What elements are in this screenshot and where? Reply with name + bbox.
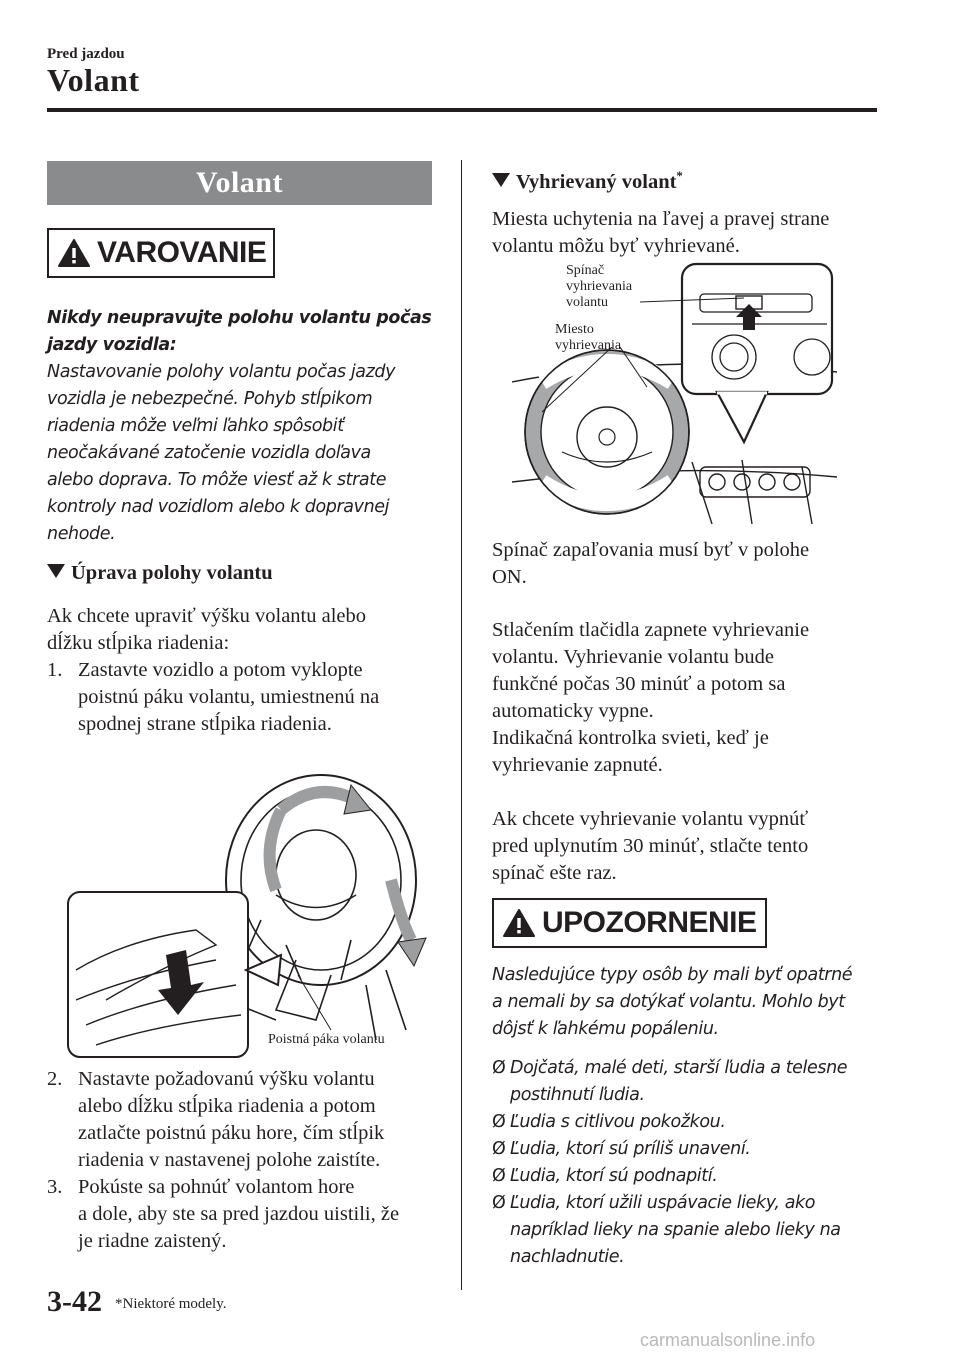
bullet-arrow-icon: Ø (492, 1166, 506, 1186)
caution-intro: Nasledujúce typy osôb by mali byť opatrné a nemali by sa dotýkať volantu. Mohlo byt dôjsť k ľahkému popáleniu. (492, 965, 853, 1039)
intro-text: Ak chcete upraviť výšku volantu alebo dĺžku stĺpika riadenia: (47, 605, 367, 654)
section-banner: Volant (47, 161, 432, 205)
warning-heading: Nikdy neupravujte polohu volantu počas jazdy vozidla: (47, 308, 432, 355)
triangle-marker-icon (492, 173, 510, 187)
list-item: Ø Ľudia, ktorí užili uspávacie lieky, ako napríklad lieky na spanie alebo lieky na nachladnutie. (492, 1190, 872, 1271)
turn-off-text: Ak chcete vyhrievanie volantu vypnúť pred uplynutím 30 minúť, stlačte tento spínač ešte raz. (492, 808, 809, 884)
page-title: Volant (47, 62, 140, 98)
page-number: 3-42 (47, 1285, 102, 1318)
warning-text: Nastavovanie polohy volantu počas jazdy vozidla je nebezpečné. Pohyb stĺpikom riadenia môže veľmi ľahko spôsobiť neočakávané zatočenie vozidla doľava alebo doprava. To môže viesť až k strate kontroly nad vozidlom alebo k dopravnej nehode. (47, 362, 396, 544)
callout-switch: Spínač vyhrievania volantu (566, 263, 633, 310)
list-item: Ø Ľudia s citlivou pokožkou. (492, 1109, 872, 1136)
watermark: carmanualsonline.info (640, 1330, 816, 1350)
warning-box (47, 228, 275, 278)
column-divider (461, 160, 462, 1290)
bullet-arrow-icon: Ø (492, 1193, 506, 1213)
step-1: 1. Zastavte vozidlo a potom vyklopte poistnú páku volantu, umiestnenú na spodnej strane stĺpika riadenia. (47, 659, 380, 735)
breadcrumb: Pred jazdou (47, 46, 125, 62)
bullet-arrow-icon: Ø (492, 1112, 506, 1132)
operation-text: Stlačením tlačidla zapnete vyhrievanie volantu. Vyhrievanie volantu bude funkčné počas 30 minúť a potom sa automaticky vypne. Indikačná kontrolka svieti, keď je vyhrievanie zapnuté. (492, 619, 810, 776)
caution-label: UPOZORNENIE (542, 906, 757, 939)
list-item: Ø Dojčatá, malé deti, starší ľudia a telesne postihnutí ľudia. (492, 1055, 872, 1109)
bullet-arrow-icon: Ø (492, 1139, 506, 1159)
footnote: *Niektoré modely. (115, 1296, 227, 1312)
heated-wheel-illustration (512, 262, 837, 524)
triangle-marker-icon (47, 564, 65, 578)
list-item: Ø Ľudia, ktorí sú podnapití. (492, 1163, 872, 1190)
step-2: 2. Nastavte požadovanú výšku volantu alebo dĺžku stĺpika riadenia a potom zatlačte poistnú páku hore, čím stĺpik riadenia v nastavenej polohe zaistíte. (47, 1068, 385, 1171)
ignition-note: Spínač zapaľovania musí byť v polohe ON. (492, 539, 810, 588)
subheading-heated: Vyhrievaný volant* (492, 168, 683, 194)
warning-label: VAROVANIE (97, 236, 267, 269)
warning-icon (57, 238, 91, 268)
bullet-arrow-icon: Ø (492, 1058, 506, 1078)
caution-box (492, 898, 767, 948)
subheading-adjust: Úprava polohy volantu (47, 562, 273, 585)
step-3: 3. Pokúste sa pohnúť volantom hore a dole, aby ste sa pred jazdou uistili, že je riadne zaistený. (47, 1176, 400, 1252)
warning-icon (502, 908, 536, 938)
callout-heated-area: Miesto vyhrievania (555, 322, 622, 353)
steering-column-illustration (66, 770, 436, 1060)
figure-caption-lever: Poistná páka volantu (268, 1032, 385, 1047)
header-rule (47, 108, 877, 112)
heated-intro: Miesta uchytenia na ľavej a pravej strane volantu môžu byť vyhrievané. (492, 208, 830, 257)
list-item: Ø Ľudia, ktorí sú príliš unavení. (492, 1136, 872, 1163)
